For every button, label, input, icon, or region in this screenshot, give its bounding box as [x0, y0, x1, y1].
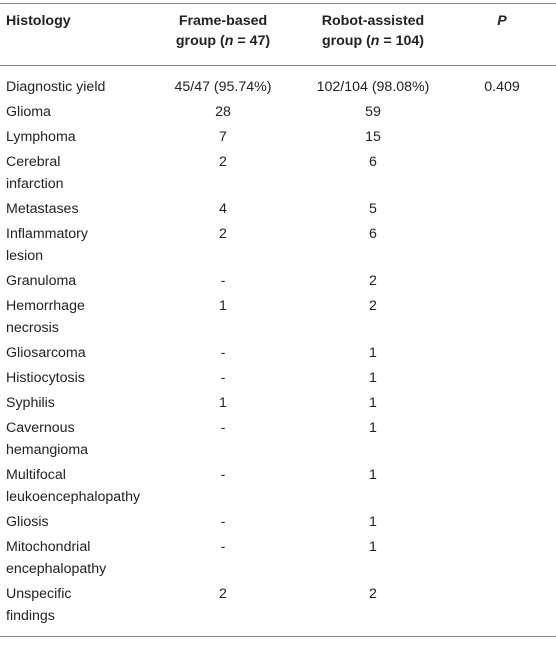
histology-cell: [0, 222, 148, 269]
histology-label: encephalopathy: [6, 561, 107, 577]
histology-label: hemangioma: [6, 442, 89, 458]
histology-label: Granuloma: [6, 273, 77, 289]
table-row: [0, 535, 556, 582]
robot-assisted-value: 59: [365, 104, 381, 120]
histology-label: leukoencephalopathy: [6, 489, 141, 505]
table-row: [0, 66, 556, 100]
frame-based-value: 2: [219, 586, 227, 602]
histology-cell: [0, 535, 148, 582]
histology-label: Glioma: [6, 104, 51, 120]
histology-label: Multifocal: [6, 467, 66, 483]
header-frame-line2-post: = 47): [233, 33, 271, 49]
header-robot-line1: Robot-assisted: [321, 13, 425, 29]
header-p-value: [448, 4, 556, 66]
table-row: [0, 294, 556, 341]
p-value: [448, 582, 556, 637]
histology-cell: [0, 269, 148, 294]
table-row: [0, 269, 556, 294]
frame-based-value: 4: [219, 201, 227, 217]
histology-label: Unspecific: [6, 586, 72, 602]
histology-label: infarction: [6, 176, 64, 192]
p-value: [448, 535, 556, 582]
table-row: [0, 463, 556, 510]
p-value: [448, 391, 556, 416]
table-row: [0, 125, 556, 150]
table-row: [0, 341, 556, 366]
histology-cell: [0, 150, 148, 197]
histology-cell: [0, 391, 148, 416]
frame-based-value: -: [220, 273, 226, 289]
table-row: [0, 197, 556, 222]
robot-assisted-value: 5: [369, 201, 377, 217]
histology-label: Gliosarcoma: [6, 345, 86, 361]
p-value: [448, 150, 556, 197]
header-histology: [0, 4, 148, 66]
histology-cell: [0, 294, 148, 341]
table-row: [0, 150, 556, 197]
histology-label: Diagnostic yield: [6, 79, 106, 95]
histology-label: Cavernous: [6, 420, 75, 436]
histology-cell: [0, 463, 148, 510]
histology-cell: [0, 366, 148, 391]
frame-based-value: 1: [219, 395, 227, 411]
robot-assisted-value: 2: [369, 273, 377, 289]
histology-cell: [0, 416, 148, 463]
histology-cell: [0, 197, 148, 222]
table-row: [0, 582, 556, 637]
robot-assisted-value: 1: [369, 467, 377, 483]
robot-assisted-value: 1: [369, 539, 377, 555]
p-value: [448, 416, 556, 463]
histology-label: Cerebral: [6, 154, 61, 170]
frame-based-value: 45/47 (95.74%): [174, 79, 272, 95]
robot-assisted-value: 1: [369, 370, 377, 386]
histology-label: findings: [6, 608, 55, 624]
frame-based-value: -: [220, 345, 226, 361]
histology-label: Mitochondrial: [6, 539, 91, 555]
robot-assisted-value: 1: [369, 514, 377, 530]
frame-based-value: -: [220, 539, 226, 555]
p-value: [448, 100, 556, 125]
table-row: [0, 416, 556, 463]
histology-table: [0, 3, 556, 637]
histology-label: Syphilis: [6, 395, 55, 411]
p-value: [448, 197, 556, 222]
p-value: [448, 510, 556, 535]
histology-cell: [0, 341, 148, 366]
header-robot-n: n: [370, 33, 380, 49]
p-value: [448, 463, 556, 510]
header-frame-line2-pre: group (: [175, 33, 225, 49]
table-header: [0, 4, 556, 66]
robot-assisted-value: 15: [365, 129, 381, 145]
robot-assisted-value: 1: [369, 420, 377, 436]
header-p-label: P: [497, 13, 507, 29]
p-value: [448, 125, 556, 150]
histology-cell: [0, 582, 148, 637]
histology-label: Inflammatory: [6, 226, 88, 242]
histology-label: Metastases: [6, 201, 79, 217]
frame-based-value: 1: [219, 298, 227, 314]
header-robot-line2-post: = 104): [379, 33, 425, 49]
histology-cell: [0, 100, 148, 125]
histology-label: Gliosis: [6, 514, 49, 530]
robot-assisted-value: 1: [369, 345, 377, 361]
table-row: [0, 366, 556, 391]
header-robot-line2-pre: group (: [321, 33, 371, 49]
p-value: [448, 269, 556, 294]
table-row: [0, 222, 556, 269]
table-body: [0, 66, 556, 637]
header-frame-based: [148, 4, 298, 66]
p-value: [448, 366, 556, 391]
robot-assisted-value: 6: [369, 226, 377, 242]
histology-label: lesion: [6, 248, 44, 264]
header-robot-assisted: [298, 4, 448, 66]
header-histology-label: Histology: [6, 13, 71, 29]
histology-label: Hemorrhage: [6, 298, 85, 314]
p-value: [448, 222, 556, 269]
frame-based-value: -: [220, 514, 226, 530]
histology-cell: [0, 510, 148, 535]
header-row: [0, 4, 556, 66]
robot-assisted-value: 2: [369, 298, 377, 314]
frame-based-value: -: [220, 370, 226, 386]
table-row: [0, 100, 556, 125]
p-value: [448, 341, 556, 366]
frame-based-value: 2: [219, 154, 227, 170]
frame-based-value: 2: [219, 226, 227, 242]
robot-assisted-value: 2: [369, 586, 377, 602]
robot-assisted-value: 102/104 (98.08%): [316, 79, 430, 95]
frame-based-value: -: [220, 467, 226, 483]
p-value: 0.409: [484, 79, 520, 95]
frame-based-value: 7: [219, 129, 227, 145]
histology-cell: [0, 125, 148, 150]
header-frame-n: n: [224, 33, 234, 49]
table-row: [0, 391, 556, 416]
histology-label: Lymphoma: [6, 129, 76, 145]
frame-based-value: -: [220, 420, 226, 436]
histology-cell: [0, 66, 148, 100]
histology-label: necrosis: [6, 320, 59, 336]
robot-assisted-value: 6: [369, 154, 377, 170]
table-row: [0, 510, 556, 535]
p-value: [448, 294, 556, 341]
robot-assisted-value: 1: [369, 395, 377, 411]
histology-label: Histiocytosis: [6, 370, 85, 386]
frame-based-value: 28: [215, 104, 231, 120]
header-frame-line1: Frame-based: [178, 13, 268, 29]
